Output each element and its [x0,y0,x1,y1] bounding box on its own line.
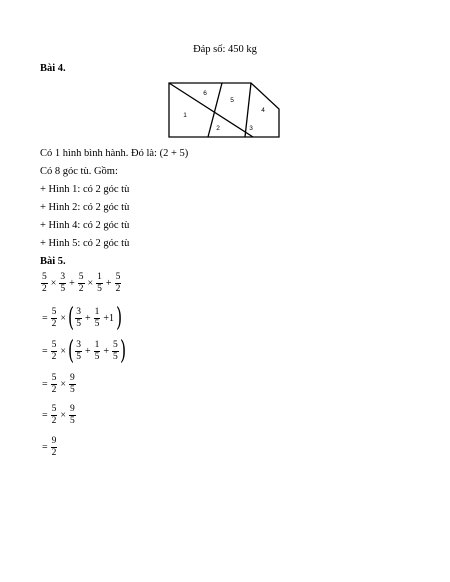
bai4-line-6: + Hình 5: có 2 góc tù [40,238,130,249]
figure-label-4: 4 [261,107,265,114]
math-line-1 [40,272,122,295]
fraction: $\frac{5}{5}$ [112,339,118,362]
equals-sign: = [42,410,48,421]
fraction: $\frac{5}{2}$ [51,339,57,362]
figure-label-5: 5 [230,97,234,104]
bai5-heading: Bài 5. [40,256,66,267]
answer-line: Đáp số: 450 kg [193,44,257,55]
operator: × [60,410,67,421]
bai4-line-3: + Hình 1: có 2 góc tù [40,184,130,195]
bai4-line-2: Có 8 góc tù. Gồm: [40,166,118,177]
fraction: $\frac{5}{2}$ [51,306,57,329]
math-line-2 [40,305,122,331]
right-paren: ) [116,303,123,333]
math-line-3 [40,338,126,364]
figure-label-1: 1 [183,112,187,119]
equals-sign: = [42,345,48,357]
operator: × [60,312,67,324]
operator: + [84,312,91,324]
fraction: $\frac{1}{5}$ [94,306,100,329]
math-line-6 [40,436,58,459]
operator: + [105,278,112,289]
fraction: $\frac{9}{5}$ [70,404,75,426]
fraction: $\frac{3}{5}$ [76,339,81,362]
operator: × [60,379,67,390]
operator: + [84,345,91,357]
bai4-line-5: + Hình 4: có 2 góc tù [40,220,130,231]
operator: × [60,345,67,357]
equals-sign: = [42,442,48,453]
fraction: $\frac{3}{5}$ [60,272,66,294]
left-paren: ( [68,303,75,333]
operator: +1 [103,312,114,324]
fraction: $\frac{5}{2}$ [78,272,84,294]
fraction: $\frac{5}{2}$ [115,272,121,294]
fraction: $\frac{1}{5}$ [94,339,100,362]
equals-sign: = [42,312,48,324]
right-paren: ) [119,336,126,366]
fraction: $\frac{5}{2}$ [42,272,47,294]
operator: + [103,345,109,357]
figure-label-2: 2 [216,125,220,132]
equals-sign: = [42,379,48,390]
fraction: $\frac{9}{5}$ [70,373,75,395]
operator: × [50,278,57,289]
left-paren: ( [68,336,75,366]
figure-label-6: 6 [203,90,207,97]
fraction: $\frac{1}{5}$ [97,272,102,294]
fraction: $\frac{3}{5}$ [76,306,81,329]
figure-diagonal [169,83,253,137]
fraction: $\frac{5}{2}$ [51,373,57,395]
bai4-line-4: + Hình 2: có 2 góc tù [40,202,130,213]
fraction: $\frac{5}{2}$ [51,404,57,426]
operator: × [87,278,94,289]
bai4-heading: Bài 4. [40,63,66,74]
bai4-line-1: Có 1 hình bình hành. Đó là: (2 + 5) [40,148,189,159]
math-line-5 [40,404,77,427]
operator: + [69,278,75,289]
math-line-4 [40,373,77,396]
fraction: $\frac{9}{2}$ [51,436,57,458]
figure-label-3: 3 [249,125,253,132]
geometry-figure [165,79,285,141]
